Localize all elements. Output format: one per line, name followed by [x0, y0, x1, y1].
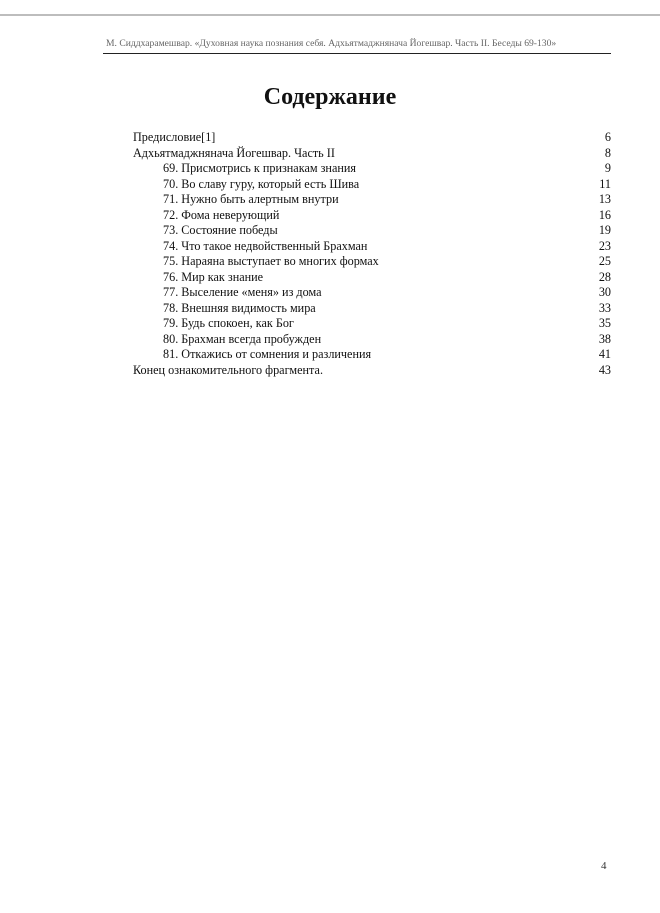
toc-entry-label[interactable]: 74. Что такое недвойственный Брахман: [163, 238, 368, 253]
toc-entry[interactable]: [133, 161, 611, 177]
toc-entry[interactable]: [133, 285, 611, 301]
toc-entry-page[interactable]: 23: [598, 238, 611, 253]
toc-entry-page[interactable]: 9: [604, 161, 611, 175]
toc-entry-page[interactable]: 38: [598, 331, 611, 346]
running-header: М. Сиддхарамешвар. «Духовная наука познания себя. Адхьятмаджнянача Йогешвар. Часть II. Беседы 69-130»: [106, 38, 557, 49]
toc-entry[interactable]: [133, 223, 611, 239]
toc-entry[interactable]: [133, 301, 611, 317]
toc-entry-page[interactable]: 11: [599, 176, 611, 191]
toc-entry-label[interactable]: 78. Внешняя видимость мира: [163, 300, 316, 315]
toc-entry-label[interactable]: 72. Фома неверующий: [163, 207, 280, 222]
toc-entry-label[interactable]: 70. Во славу гуру, который есть Шива: [163, 176, 360, 191]
toc-entry-label[interactable]: Адхьятмаджнянача Йогешвар. Часть II: [133, 145, 335, 160]
page-number: 4: [601, 860, 607, 872]
toc-entry[interactable]: [133, 192, 611, 208]
toc-entry-label[interactable]: 75. Нараяна выступает во многих формах: [163, 254, 379, 268]
toc-entry[interactable]: [133, 239, 611, 255]
toc-entry-label[interactable]: 71. Нужно быть алертным внутри: [163, 192, 339, 206]
toc-entry[interactable]: [133, 208, 611, 224]
viewer-top-border: [0, 14, 660, 16]
toc-entry-page[interactable]: 8: [604, 145, 611, 160]
toc-entry-page[interactable]: 25: [598, 254, 611, 268]
page-title: Содержание: [263, 84, 397, 110]
toc-entry-label[interactable]: Конец ознакомительного фрагмента.: [133, 362, 323, 377]
toc-entry-page[interactable]: 28: [598, 269, 611, 284]
toc-entry-page[interactable]: 30: [598, 285, 611, 299]
header-divider: [103, 53, 611, 54]
toc-entry-label[interactable]: 69. Присмотрись к признакам знания: [163, 161, 357, 175]
toc-entry[interactable]: [133, 146, 611, 162]
toc-entry-label[interactable]: 77. Выселение «меня» из дома: [163, 285, 322, 299]
toc-entry-label[interactable]: Предисловие[1]: [133, 130, 216, 144]
toc-entry-label[interactable]: 80. Брахман всегда пробужден: [163, 331, 322, 346]
toc-entry[interactable]: [133, 254, 611, 270]
table-of-contents: [133, 130, 611, 378]
toc-entry-page[interactable]: 16: [598, 207, 611, 222]
toc-entry-page[interactable]: 6: [604, 130, 611, 144]
toc-entry[interactable]: [133, 270, 611, 286]
toc-entry[interactable]: [133, 316, 611, 332]
toc-entry-label[interactable]: 81. Откажись от сомнения и различения: [163, 347, 372, 361]
toc-entry[interactable]: [133, 347, 611, 363]
toc-entry[interactable]: [133, 363, 611, 379]
toc-entry[interactable]: [133, 332, 611, 348]
toc-entry-page[interactable]: 19: [598, 223, 611, 237]
toc-entry-label[interactable]: 79. Будь спокоен, как Бог: [163, 316, 294, 330]
toc-entry-page[interactable]: 13: [598, 192, 611, 206]
toc-entry[interactable]: [133, 130, 611, 146]
toc-entry-page[interactable]: 43: [598, 362, 611, 377]
toc-entry-label[interactable]: 73. Состояние победы: [163, 223, 278, 237]
toc-entry[interactable]: [133, 177, 611, 193]
toc-entry-page[interactable]: 41: [598, 347, 611, 361]
toc-entry-page[interactable]: 33: [598, 300, 611, 315]
toc-entry-page[interactable]: 35: [598, 316, 611, 330]
toc-entry-label[interactable]: 76. Мир как знание: [163, 269, 264, 284]
